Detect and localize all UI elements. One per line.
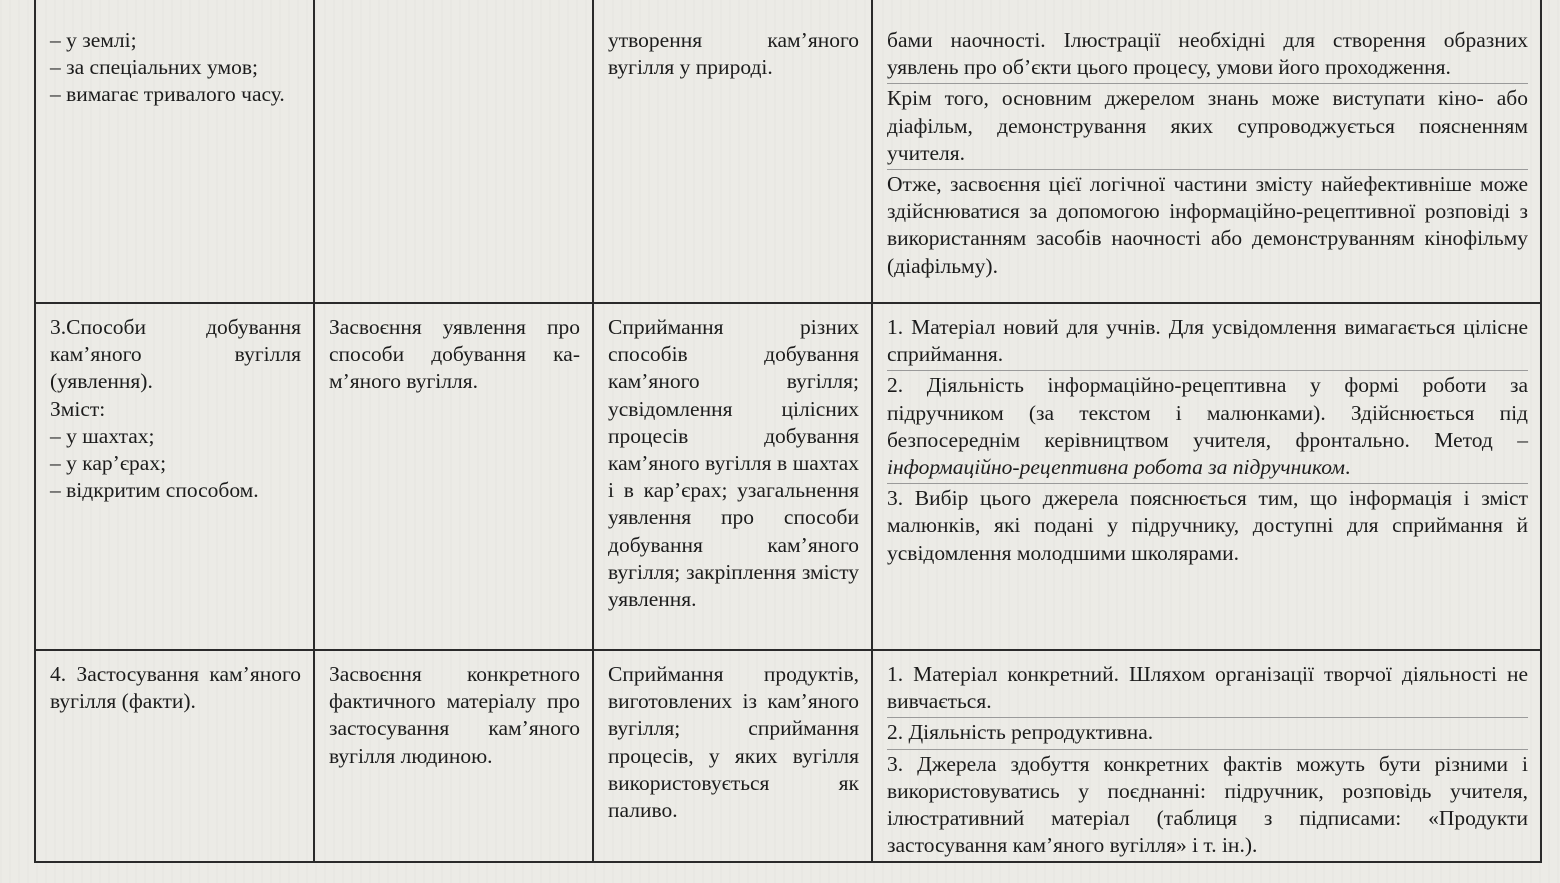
list-item: – за спеціальних умов;: [50, 55, 258, 80]
cell-paragraph: [887, 370, 1528, 481]
cell-text: утворення кам’яного вугілля у природі.: [608, 28, 859, 80]
table-cell-method: [872, 0, 1541, 303]
topic-heading: 4. Застосування кам’яного вугілля (факти).: [50, 662, 301, 714]
table-row: [35, 650, 1541, 862]
methodology-table: [34, 0, 1542, 863]
list-item: – у землі;: [50, 28, 137, 52]
cell-text: Засвоєння уявлення про способи добування ка-м’яного вугілля.: [329, 315, 580, 394]
list-item: – у шахтах;: [50, 423, 155, 448]
cell-text: Сприймання продуктів, виготовлених із кам’яного вугілля; сприймання процесів, у яких вугілля використовується як паливо.: [608, 662, 859, 823]
cell-paragraph: бами наочності. Ілюстрації необхідні для створення образних уявлень про об’єкти цього процесу, умови його проходження.: [887, 28, 1528, 80]
table-cell-activity: [593, 650, 872, 862]
table-row: [35, 303, 1541, 650]
cell-paragraph: 3. Вибір цього джерела пояснюється тим, що інформація і зміст малюнків, які подані у підручнику, доступні для сприймання й усвідомлення молодшими школярами.: [887, 483, 1528, 567]
cell-paragraph: 2. Діяльність репродуктивна.: [887, 717, 1528, 746]
table-cell-activity: [593, 0, 872, 303]
cell-paragraph: Отже, засвоєння цієї логічної частини змісту найефективніше може здійснюватися за допомогою інформаційно-рецептивної розповіді з використанням засобів наочності або демонструванням кінофільму (діафільму).: [887, 169, 1528, 280]
table-cell-goal: [314, 0, 593, 303]
cell-paragraph: 1. Матеріал конкретний. Шляхом організації творчої діяльності не вивчається.: [887, 662, 1528, 714]
cell-paragraph: 3. Джерела здобуття конкретних фактів можуть бути різними і використовуватись у поєднанні: підручник, розповідь учителя, ілюстративний матеріал (таблиця з підписами: «Продукти застосування кам’яного вугілля» і т. ін.).: [887, 749, 1528, 860]
topic-subheading: Зміст:: [50, 396, 106, 421]
cell-text: Засвоєння конкретного фактичного матеріалу про застосування кам’яного вугілля людиною.: [329, 662, 580, 768]
table-cell-method: [872, 303, 1541, 650]
method-name: інформаційно-рецептивна робота за підручником: [887, 455, 1345, 480]
list-item: – у кар’єрах;: [50, 451, 167, 476]
table-cell-goal: [314, 303, 593, 650]
cell-paragraph: Крім того, основним джерелом знань може виступати кіно- або діафільм, демонстрування яких супроводжується поясненням учителя.: [887, 83, 1528, 167]
paragraph-text: 2. Діяльність інформаційно-рецептивна у формі роботи за підручником (за текстом і малюнками). Здійснюється під безпосереднім керівництвом учителя, фронтально. Метод –: [887, 373, 1528, 452]
table-row: [35, 0, 1541, 303]
list-item: – відкритим способом.: [50, 478, 259, 503]
topic-heading: 3.Способи добування кам’яного вугілля (уявлення).: [50, 315, 301, 394]
cell-paragraph: 1. Матеріал новий для учнів. Для усвідомлення вимагається цілісне сприймання.: [887, 315, 1528, 367]
table-cell-content: [35, 303, 314, 650]
margin-mark: [2, 415, 10, 437]
paragraph-end: .: [1344, 455, 1351, 480]
list-item: – вимагає тривалого часу.: [50, 82, 285, 107]
table-cell-content: [35, 650, 314, 862]
table-cell-activity: [593, 303, 872, 650]
table-cell-content: [35, 0, 314, 303]
table-cell-method: [872, 650, 1541, 862]
cell-text: Сприймання різних способів добування кам’яного вугілля; усвідомлення цілісних процесів добування кам’яного вугілля в шахтах і в кар’єрах; узагальнення уявлення про способи добування кам’яного вугілля; закріплення змісту уявлення.: [608, 315, 859, 612]
table-cell-goal: [314, 650, 593, 862]
